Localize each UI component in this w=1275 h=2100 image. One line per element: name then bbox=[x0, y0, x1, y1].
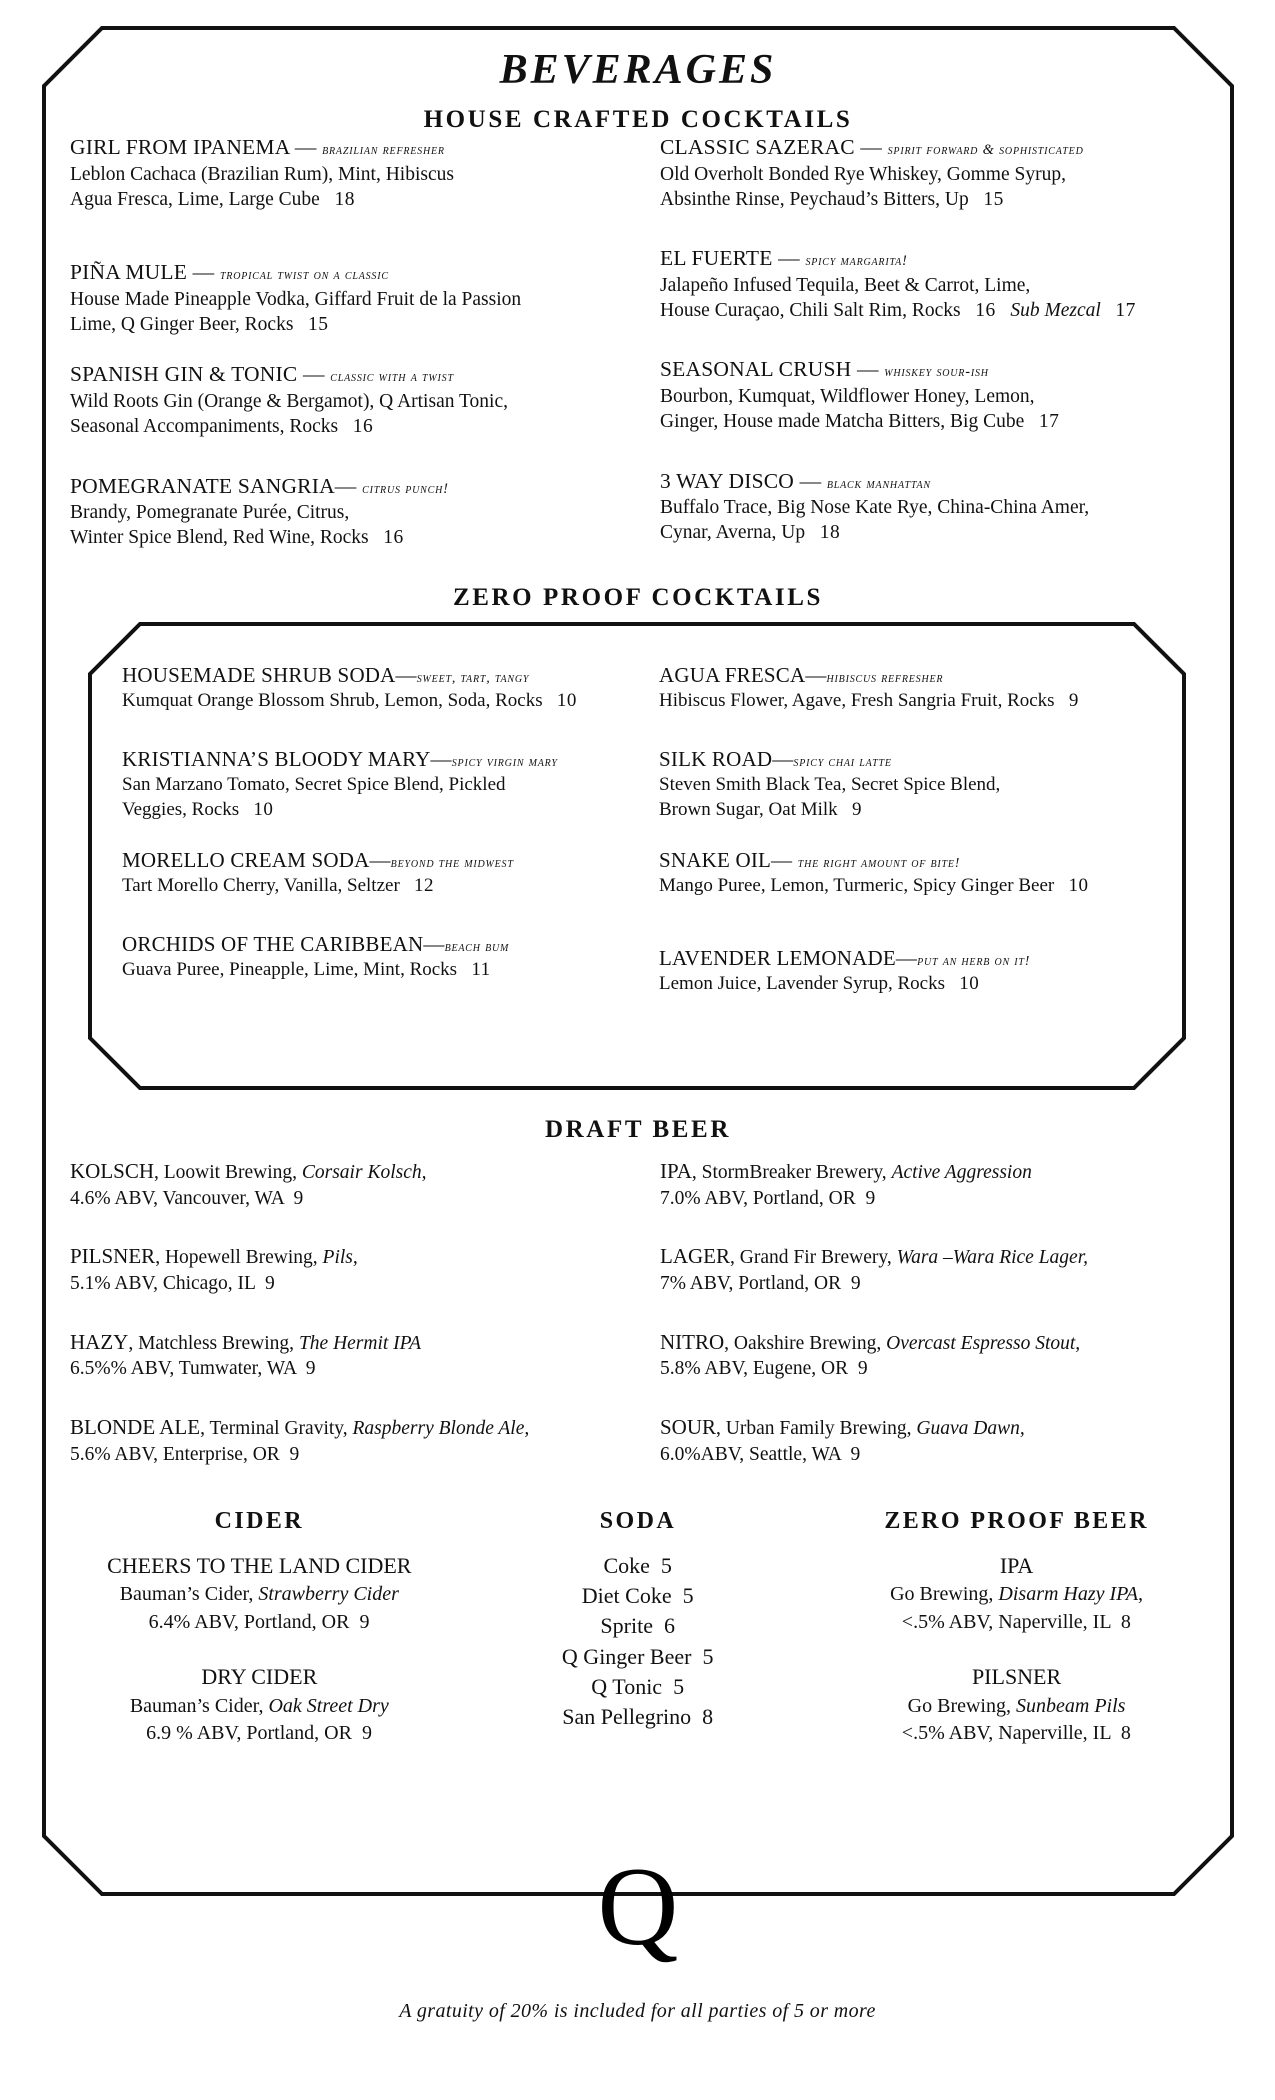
cocktail-tagline: brazilian refresher bbox=[322, 142, 445, 158]
zp-price: 9 bbox=[1068, 689, 1079, 711]
cocktail-item bbox=[660, 134, 1206, 212]
cocktail-desc-text: Absinthe Rinse, Peychaud’s Bitters, Up bbox=[660, 188, 969, 210]
cocktail-sub-price: 17 bbox=[1115, 300, 1136, 322]
soda-price: 5 bbox=[660, 1552, 673, 1578]
zp-tagline: sweet, tart, tangy bbox=[416, 670, 530, 686]
cocktail-desc-text: Lime, Q Ginger Beer, Rocks bbox=[70, 314, 294, 336]
beer-name: Wara –Wara Rice Lager, bbox=[896, 1247, 1089, 1269]
beer-brewery: , Urban Family Brewing, bbox=[716, 1418, 912, 1440]
beer-line-1 bbox=[70, 1329, 624, 1357]
section-heading-zero-proof-cocktails: ZERO PROOF COCKTAILS bbox=[452, 583, 824, 611]
zp-name: MORELLO CREAM SODA— bbox=[122, 847, 391, 872]
cocktail-desc-line-1: Old Overholt Bonded Rye Whiskey, Gomme Syrup, bbox=[660, 163, 1066, 185]
beer-item bbox=[660, 1158, 1206, 1211]
cocktail-desc-text: Ginger, House made Matcha Bitters, Big Cube bbox=[660, 411, 1025, 433]
beer-brewery: , Oakshire Brewing, bbox=[724, 1332, 882, 1354]
beer-abv-location: 7.0% ABV, Portland, OR bbox=[660, 1187, 856, 1209]
cider-maker: Bauman’s Cider, bbox=[129, 1694, 264, 1717]
beer-style: BLONDE ALE bbox=[70, 1415, 201, 1440]
zp-name-line bbox=[659, 746, 1152, 773]
zp-desc-line-1 bbox=[122, 874, 623, 899]
soda-item bbox=[449, 1672, 828, 1702]
spacer bbox=[660, 1217, 1206, 1243]
gratuity-note: A gratuity of 20% is included for all parties of 5 or more bbox=[399, 2000, 876, 2022]
beer-brewery: , Grand Fir Brewery, bbox=[730, 1247, 892, 1269]
zp-name-line bbox=[122, 662, 623, 689]
beer-line-1 bbox=[70, 1414, 624, 1442]
cider-item bbox=[70, 1551, 449, 1637]
cocktail-price: 15 bbox=[983, 188, 1004, 210]
zp-tagline: put an herb on it! bbox=[917, 954, 1031, 970]
beer-line-2 bbox=[660, 1271, 1206, 1297]
beer-line-1 bbox=[660, 1158, 1206, 1186]
zp-desc-line-2 bbox=[659, 798, 1152, 823]
cocktail-price: 16 bbox=[975, 300, 996, 322]
spacer bbox=[660, 1388, 1206, 1414]
zp-name-line bbox=[122, 847, 623, 874]
cocktail-tagline: citrus punch! bbox=[362, 480, 449, 497]
cocktail-tagline: spirit forward & sophisticated bbox=[887, 142, 1084, 158]
cocktail-name: 3 WAY DISCO bbox=[660, 468, 795, 493]
cocktail-name-line bbox=[70, 473, 624, 501]
beer-style: IPA bbox=[660, 1158, 692, 1183]
cider-abv-location: 6.9 % ABV, Portland, OR bbox=[146, 1722, 352, 1745]
zp-tagline: spicy virgin mary bbox=[451, 755, 558, 771]
zp-desc-line-1: San Marzano Tomato, Secret Spice Blend, Pickled bbox=[122, 774, 506, 796]
beer-name: Overcast Espresso Stout, bbox=[886, 1332, 1081, 1354]
cocktail-item bbox=[660, 245, 1206, 323]
zp-desc-text: Lemon Juice, Lavender Syrup, Rocks bbox=[659, 973, 945, 995]
section-heading-draft-beer: DRAFT BEER bbox=[545, 1115, 731, 1143]
cocktail-desc-line-2 bbox=[70, 414, 624, 439]
zero-proof-item bbox=[659, 847, 1152, 899]
cocktail-desc-line-1: Bourbon, Kumquat, Wildflower Honey, Lemon, bbox=[660, 385, 1035, 407]
zp-tagline: hibiscus refresher bbox=[826, 670, 944, 686]
cocktail-desc-line-1: House Made Pineapple Vodka, Giffard Fruit de la Passion bbox=[70, 288, 522, 310]
zero-proof-columns bbox=[122, 662, 1152, 1004]
zp-name: HOUSEMADE SHRUB SODA— bbox=[122, 662, 417, 687]
cocktail-item bbox=[70, 259, 624, 337]
zp-desc-line-1: Steven Smith Black Tea, Secret Spice Blend, bbox=[659, 774, 1001, 796]
em-dash: — bbox=[778, 246, 800, 271]
beer-brewery: , Hopewell Brewing, bbox=[155, 1247, 318, 1269]
zp-name: ORCHIDS OF THE CARIBBEAN— bbox=[122, 932, 445, 957]
zp-desc-text: Guava Puree, Pineapple, Lime, Mint, Rocks bbox=[122, 959, 458, 981]
cocktail-desc-line-2 bbox=[660, 187, 1206, 212]
spacer bbox=[70, 1303, 624, 1329]
beer-style: HAZY bbox=[70, 1329, 129, 1354]
menu-page bbox=[42, 26, 1234, 1969]
zero-proof-item bbox=[659, 945, 1152, 997]
beer-abv-location: 6.5%% ABV, Tumwater, WA bbox=[70, 1358, 297, 1380]
zpb-abv-line bbox=[827, 1609, 1206, 1637]
cocktail-name-line bbox=[70, 361, 624, 389]
em-dash: — bbox=[860, 135, 883, 159]
beer-line-1 bbox=[660, 1243, 1206, 1271]
zp-name: LAVENDER LEMONADE— bbox=[659, 946, 918, 971]
cocktail-price: 18 bbox=[334, 188, 355, 210]
zpb-variety: Sunbeam Pils bbox=[1016, 1694, 1126, 1717]
beer-item bbox=[70, 1329, 624, 1382]
spacer bbox=[660, 442, 1206, 468]
soda-name: Diet Coke bbox=[581, 1583, 672, 1609]
beer-name: Corsair Kolsch, bbox=[301, 1161, 427, 1183]
beer-line-2 bbox=[70, 1442, 624, 1468]
zero-proof-beer-item bbox=[827, 1662, 1206, 1748]
zpb-name: PILSNER bbox=[971, 1664, 1062, 1690]
soda-price: 6 bbox=[663, 1613, 676, 1639]
zp-name-line bbox=[122, 931, 623, 958]
beer-price: 9 bbox=[289, 1443, 300, 1465]
cocktail-desc-text: Winter Spice Blend, Red Wine, Rocks bbox=[70, 527, 369, 549]
zero-proof-content bbox=[88, 622, 1186, 1004]
spacer bbox=[122, 830, 623, 847]
section-heading-cider: CIDER bbox=[214, 1507, 304, 1534]
cocktail-desc-line-2 bbox=[660, 298, 1206, 323]
logo-row bbox=[42, 1845, 1234, 1969]
soda-name: Q Tonic bbox=[591, 1674, 663, 1700]
spacer bbox=[70, 1217, 624, 1243]
cocktail-name-line bbox=[660, 356, 1206, 384]
cider-maker-line bbox=[70, 1693, 449, 1721]
zp-name-line bbox=[122, 746, 623, 773]
beer-line-2 bbox=[70, 1356, 624, 1382]
beer-line-2 bbox=[660, 1442, 1206, 1468]
cider-variety: Oak Street Dry bbox=[268, 1694, 389, 1717]
zp-desc-text: Veggies, Rocks bbox=[122, 798, 240, 820]
cocktail-tagline: classic with a twist bbox=[330, 369, 454, 386]
menu-content bbox=[42, 26, 1234, 1748]
cider-name: DRY CIDER bbox=[201, 1664, 318, 1690]
soda-item bbox=[449, 1581, 828, 1611]
cocktail-desc-text: House Curaçao, Chili Salt Rim, Rocks bbox=[660, 300, 961, 322]
beer-abv-location: 4.6% ABV, Vancouver, WA bbox=[70, 1187, 284, 1209]
beer-abv-location: 5.6% ABV, Enterprise, OR bbox=[70, 1443, 280, 1465]
zp-price: 11 bbox=[471, 959, 491, 981]
cocktail-item bbox=[660, 468, 1206, 546]
soda-item bbox=[449, 1642, 828, 1672]
cider-maker: Bauman’s Cider, bbox=[119, 1583, 254, 1606]
spacer bbox=[122, 905, 623, 931]
beer-line-2 bbox=[70, 1271, 624, 1297]
soda-name: San Pellegrino bbox=[562, 1704, 692, 1730]
cocktail-desc-line-1: Buffalo Trace, Big Nose Kate Rye, China-China Amer, bbox=[660, 497, 1090, 519]
spacer bbox=[827, 1636, 1206, 1662]
beer-abv-location: 6.0%ABV, Seattle, WA bbox=[660, 1443, 841, 1465]
beer-price: 9 bbox=[850, 1273, 862, 1295]
beer-style: KOLSCH bbox=[70, 1158, 155, 1183]
zpb-price: 8 bbox=[1120, 1722, 1132, 1745]
soda-name: Q Ginger Beer bbox=[561, 1643, 692, 1669]
draft-beer-right-column bbox=[638, 1158, 1206, 1474]
cocktail-item bbox=[70, 134, 624, 212]
zp-desc-text: Hibiscus Flower, Agave, Fresh Sangria Fruit, Rocks bbox=[659, 689, 1055, 711]
zero-proof-item bbox=[122, 931, 623, 983]
zp-desc-text: Tart Morello Cherry, Vanilla, Seltzer bbox=[122, 874, 400, 896]
beer-line-2 bbox=[660, 1186, 1206, 1212]
em-dash: — bbox=[303, 362, 325, 387]
house-cocktails-left-column bbox=[70, 134, 638, 558]
spacer bbox=[70, 1636, 449, 1662]
em-dash: — bbox=[294, 135, 317, 159]
page-title: BEVERAGES bbox=[499, 47, 777, 93]
cocktail-desc-text: Agua Fresca, Lime, Large Cube bbox=[70, 188, 320, 210]
cocktail-item bbox=[70, 473, 624, 551]
cider-name: CHEERS TO THE LAND CIDER bbox=[107, 1552, 412, 1578]
cocktail-name: POMEGRANATE SANGRIA— bbox=[70, 473, 357, 498]
zpb-maker-line bbox=[827, 1693, 1206, 1721]
zp-tagline: beach bum bbox=[444, 940, 510, 956]
beer-line-1 bbox=[660, 1329, 1206, 1357]
beer-item bbox=[70, 1158, 624, 1211]
cocktail-desc-line-1: Jalapeño Infused Tequila, Beet & Carrot, Lime, bbox=[660, 274, 1031, 296]
soda-item bbox=[449, 1551, 828, 1581]
cocktail-name: SPANISH GIN & TONIC bbox=[70, 362, 298, 387]
spacer bbox=[659, 905, 1152, 945]
em-dash: — bbox=[856, 357, 879, 382]
spacer bbox=[70, 219, 624, 259]
zp-name-line bbox=[659, 847, 1152, 874]
cocktail-desc-line-2 bbox=[70, 312, 624, 337]
zero-proof-left-column bbox=[122, 662, 637, 1004]
cocktail-name: PIÑA MULE bbox=[70, 260, 188, 285]
cocktail-price: 16 bbox=[383, 527, 404, 549]
beer-item bbox=[660, 1414, 1206, 1467]
zp-tagline: beyond the midwest bbox=[390, 855, 514, 871]
zpb-abv-location: <.5% ABV, Naperville, IL bbox=[901, 1722, 1111, 1745]
zp-price: 12 bbox=[414, 874, 435, 896]
cocktail-name-line bbox=[660, 245, 1206, 273]
zero-proof-item bbox=[122, 746, 623, 822]
cider-column bbox=[70, 1508, 449, 1748]
cocktail-tagline: black manhattan bbox=[826, 475, 931, 492]
zpb-maker: Go Brewing, bbox=[890, 1583, 994, 1606]
beer-brewery: , Matchless Brewing, bbox=[128, 1332, 295, 1354]
cocktail-desc-text: Cynar, Averna, Up bbox=[660, 522, 806, 544]
spacer bbox=[70, 1388, 624, 1414]
beer-name: Guava Dawn, bbox=[916, 1418, 1025, 1440]
zpb-variety: Disarm Hazy IPA, bbox=[998, 1583, 1144, 1606]
draft-beer-columns bbox=[70, 1158, 1206, 1474]
soda-price: 5 bbox=[673, 1674, 685, 1700]
zero-proof-beer-item bbox=[827, 1551, 1206, 1637]
cocktail-name: GIRL FROM IPANEMA bbox=[70, 135, 290, 159]
beer-line-1 bbox=[70, 1158, 624, 1186]
cider-item bbox=[70, 1662, 449, 1748]
cocktail-name-line bbox=[660, 468, 1206, 496]
cocktail-name: SEASONAL CRUSH bbox=[660, 357, 852, 382]
cocktail-desc-text: Seasonal Accompaniments, Rocks bbox=[70, 416, 339, 438]
cocktail-name-line bbox=[70, 259, 624, 287]
cider-maker-line bbox=[70, 1581, 449, 1609]
draft-beer-left-column bbox=[70, 1158, 638, 1474]
cocktail-price: 15 bbox=[308, 314, 329, 336]
cocktail-name-line bbox=[70, 134, 624, 162]
zp-name-line bbox=[659, 662, 1152, 689]
cocktail-sub-option: Sub Mezcal bbox=[1010, 300, 1101, 322]
cider-price: 9 bbox=[361, 1722, 373, 1745]
beer-price: 9 bbox=[865, 1187, 876, 1209]
zp-name-line bbox=[659, 945, 1152, 972]
zpb-name: IPA bbox=[999, 1552, 1034, 1578]
cider-abv-line bbox=[70, 1720, 449, 1748]
beer-price: 9 bbox=[265, 1273, 276, 1295]
zpb-abv-line bbox=[827, 1720, 1206, 1748]
spacer bbox=[660, 219, 1206, 245]
cocktail-name: EL FUERTE bbox=[660, 246, 773, 271]
zero-proof-item bbox=[122, 662, 623, 714]
beer-name: Pils, bbox=[322, 1247, 358, 1269]
zp-desc-line-1 bbox=[659, 972, 1152, 997]
cocktail-price: 16 bbox=[352, 416, 374, 438]
beer-brewery: , StormBreaker Brewery, bbox=[691, 1161, 887, 1183]
zp-desc-text: Mango Puree, Lemon, Turmeric, Spicy Ginger Beer bbox=[659, 874, 1055, 896]
section-heading-house-cocktails: HOUSE CRAFTED COCKTAILS bbox=[423, 106, 853, 133]
house-cocktails-right-column bbox=[638, 134, 1206, 558]
cocktail-desc-line-2 bbox=[660, 520, 1206, 545]
cocktail-desc-line-2 bbox=[660, 409, 1206, 434]
zp-tagline: spicy chai latte bbox=[793, 755, 892, 771]
soda-name: Coke bbox=[603, 1552, 650, 1578]
zp-desc-text: Brown Sugar, Oat Milk bbox=[659, 798, 838, 820]
zp-name: AGUA FRESCA— bbox=[659, 662, 827, 687]
zp-desc-line-1 bbox=[122, 958, 623, 983]
zero-proof-item bbox=[122, 847, 623, 899]
zp-name: SNAKE OIL— bbox=[659, 847, 793, 872]
soda-column bbox=[449, 1508, 828, 1748]
beer-brewery: , Terminal Gravity, bbox=[200, 1418, 348, 1440]
zp-price: 10 bbox=[1068, 874, 1089, 896]
beer-line-2 bbox=[660, 1356, 1206, 1382]
soda-price: 5 bbox=[702, 1643, 714, 1669]
zp-desc-line-1 bbox=[659, 689, 1152, 714]
cider-variety: Strawberry Cider bbox=[258, 1583, 399, 1606]
zpb-maker-line bbox=[827, 1581, 1206, 1609]
beer-style: NITRO bbox=[660, 1329, 725, 1354]
beer-style: LAGER bbox=[660, 1244, 730, 1269]
spacer bbox=[122, 720, 623, 746]
cider-price: 9 bbox=[359, 1610, 370, 1633]
zp-desc-line-2 bbox=[122, 798, 623, 823]
beer-item bbox=[660, 1329, 1206, 1382]
zp-price: 10 bbox=[959, 973, 980, 995]
beer-brewery: , Loowit Brewing, bbox=[154, 1161, 297, 1183]
spacer bbox=[660, 330, 1206, 356]
zpb-abv-location: <.5% ABV, Naperville, IL bbox=[901, 1610, 1111, 1633]
beer-name: Raspberry Blonde Ale, bbox=[352, 1418, 530, 1440]
zp-desc-line-1 bbox=[122, 689, 623, 714]
spacer bbox=[659, 720, 1152, 746]
cocktail-price: 18 bbox=[819, 522, 841, 544]
cocktail-tagline: tropical twist on a classic bbox=[219, 267, 389, 284]
zp-price: 9 bbox=[851, 798, 862, 820]
zpb-price: 8 bbox=[1120, 1610, 1132, 1633]
cocktail-tagline: whiskey sour-ish bbox=[884, 364, 989, 381]
section-heading-soda: SODA bbox=[599, 1507, 677, 1534]
soda-item bbox=[449, 1702, 828, 1732]
beer-item bbox=[70, 1414, 624, 1467]
beer-item bbox=[660, 1243, 1206, 1296]
beer-price: 9 bbox=[857, 1358, 869, 1380]
cocktail-name: CLASSIC SAZERAC bbox=[660, 135, 855, 159]
zp-price: 10 bbox=[253, 798, 274, 820]
beer-name: The Hermit IPA bbox=[298, 1332, 421, 1354]
beer-name: Active Aggression bbox=[891, 1161, 1032, 1183]
zp-name: KRISTIANNA’S BLOODY MARY— bbox=[122, 747, 452, 772]
zp-desc-text: Kumquat Orange Blossom Shrub, Lemon, Soda, Rocks bbox=[122, 689, 543, 711]
house-cocktails-columns bbox=[70, 134, 1206, 558]
zp-desc-line-1 bbox=[659, 874, 1152, 899]
zero-proof-item bbox=[659, 746, 1152, 822]
zp-tagline: the right amount of bite! bbox=[797, 855, 961, 871]
cocktail-item bbox=[660, 356, 1206, 434]
beer-line-1 bbox=[660, 1414, 1206, 1442]
beer-abv-location: 5.8% ABV, Eugene, OR bbox=[660, 1358, 849, 1380]
cider-abv-location: 6.4% ABV, Portland, OR bbox=[148, 1610, 350, 1633]
cocktail-price: 17 bbox=[1038, 411, 1060, 433]
bottom-columns bbox=[70, 1508, 1206, 1748]
spacer bbox=[660, 1303, 1206, 1329]
cocktail-item bbox=[70, 361, 624, 439]
q-logo: Q bbox=[597, 1845, 679, 1969]
beer-item bbox=[70, 1243, 624, 1296]
cocktail-desc-line-2 bbox=[70, 525, 624, 550]
em-dash: — bbox=[799, 468, 822, 493]
beer-style: PILSNER bbox=[70, 1244, 156, 1269]
soda-price: 8 bbox=[702, 1704, 714, 1730]
cocktail-desc-line-2 bbox=[70, 187, 624, 212]
beer-line-2 bbox=[70, 1186, 624, 1212]
section-heading-zero-proof-beer: ZERO PROOF BEER bbox=[884, 1507, 1149, 1534]
beer-price: 9 bbox=[305, 1358, 317, 1380]
zero-proof-item bbox=[659, 662, 1152, 714]
soda-item bbox=[449, 1611, 828, 1641]
cocktail-tagline: spicy margarita! bbox=[805, 253, 908, 270]
beer-abv-location: 7% ABV, Portland, OR bbox=[660, 1273, 842, 1295]
zero-proof-right-column bbox=[637, 662, 1152, 1004]
cider-abv-line bbox=[70, 1609, 449, 1637]
zpb-maker: Go Brewing, bbox=[907, 1694, 1011, 1717]
spacer bbox=[70, 447, 624, 473]
beer-line-1 bbox=[70, 1243, 624, 1271]
cocktail-desc-line-1: Leblon Cachaca (Brazilian Rum), Mint, Hibiscus bbox=[70, 163, 454, 185]
beer-price: 9 bbox=[293, 1187, 304, 1209]
cocktail-name-line bbox=[660, 134, 1206, 162]
zero-proof-beer-column bbox=[827, 1508, 1206, 1748]
zp-price: 10 bbox=[556, 689, 577, 711]
cocktail-desc-line-1: Wild Roots Gin (Orange & Bergamot), Q Artisan Tonic, bbox=[70, 390, 508, 412]
beer-style: SOUR bbox=[660, 1415, 717, 1440]
spacer bbox=[659, 830, 1152, 847]
beer-price: 9 bbox=[850, 1443, 861, 1465]
beer-abv-location: 5.1% ABV, Chicago, IL bbox=[70, 1273, 256, 1295]
soda-name: Sprite bbox=[600, 1613, 653, 1639]
spacer bbox=[70, 344, 624, 361]
cocktail-desc-line-1: Brandy, Pomegranate Purée, Citrus, bbox=[70, 502, 350, 524]
em-dash: — bbox=[192, 260, 215, 285]
zp-name: SILK ROAD— bbox=[659, 747, 794, 772]
soda-price: 5 bbox=[682, 1583, 695, 1609]
zero-proof-box bbox=[88, 622, 1186, 1090]
